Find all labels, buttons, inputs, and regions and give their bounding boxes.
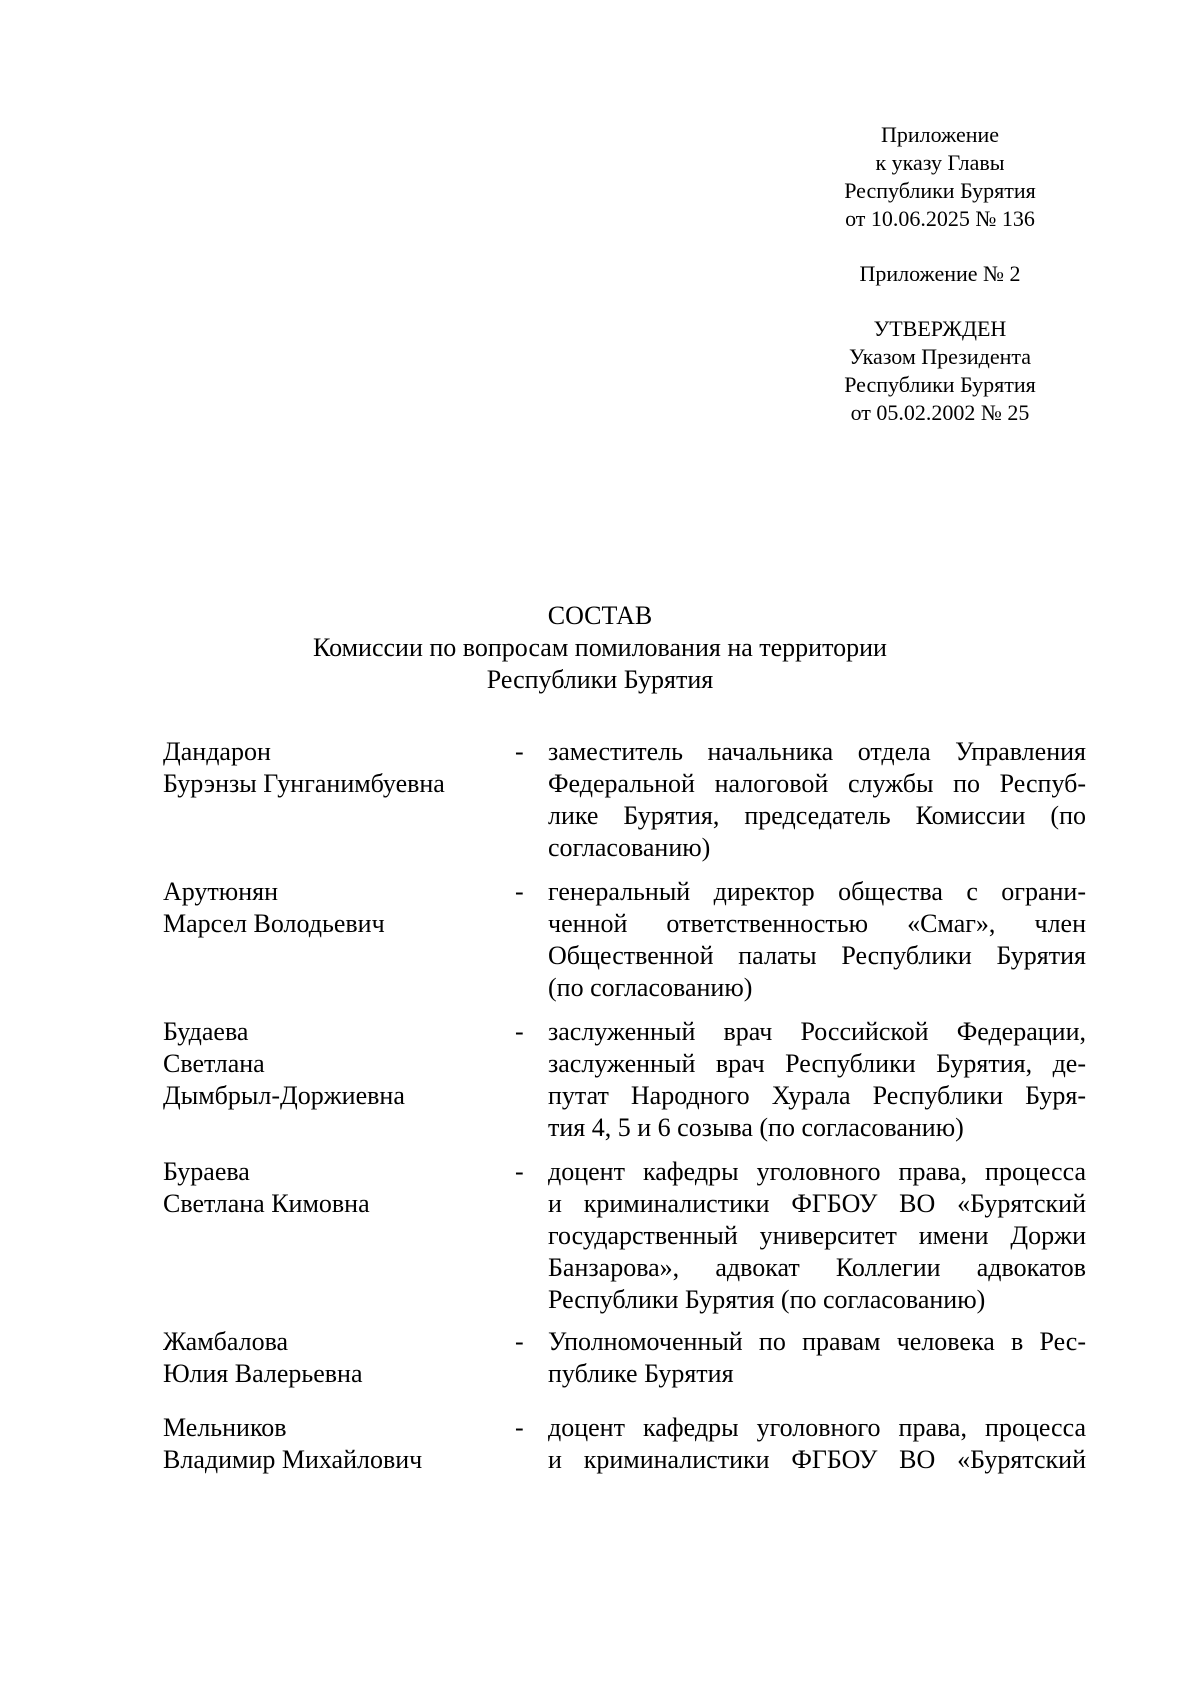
member-dash: - — [515, 1017, 524, 1046]
member-role — [548, 1412, 1086, 1476]
role-line: Федеральной налоговой службы по Респуб- — [548, 769, 1086, 798]
approval-line: Указом Президента — [848, 344, 1032, 369]
appendix-number — [760, 260, 1120, 288]
member-surname: Будаева — [163, 1017, 249, 1046]
role-line: лике Бурятия, председатель Комиссии (по — [548, 801, 1086, 830]
member-dash: - — [515, 737, 524, 766]
member-name — [163, 1156, 503, 1220]
role-line: заместитель начальника отдела Управления — [548, 737, 1086, 766]
member-surname: Бураева — [163, 1157, 250, 1186]
document-title — [0, 600, 1200, 696]
member-dash: - — [515, 1327, 524, 1356]
member-given-names: Юлия Валерьевна — [163, 1359, 363, 1388]
member-name — [163, 736, 503, 800]
title-line: Республики Бурятия — [486, 665, 714, 694]
appendix-line: Приложение — [880, 122, 1000, 147]
appendix-reference — [760, 121, 1120, 233]
role-line: государственный университет имени Доржи — [548, 1221, 1086, 1250]
role-line: Уполномоченный по правам человека в Рес- — [548, 1327, 1086, 1356]
role-line: ченной ответственностью «Смаг», член — [548, 909, 1086, 938]
approval-line: Республики Бурятия — [844, 372, 1036, 397]
appendix-line: от 10.06.2025 № 136 — [845, 206, 1035, 231]
appendix-number-text: Приложение № 2 — [859, 261, 1021, 286]
role-line: путат Народного Хурала Республики Буря- — [548, 1081, 1086, 1110]
approval-line: УТВЕРЖДЕН — [873, 316, 1007, 341]
member-role — [548, 1326, 1086, 1390]
role-line: и криминалистики ФГБОУ ВО «Бурятский — [548, 1445, 1086, 1474]
member-surname: Дандарон — [163, 737, 271, 766]
member-given-names: Владимир Михайлович — [163, 1445, 423, 1474]
member-surname: Арутюнян — [163, 877, 279, 906]
member-name — [163, 1412, 503, 1476]
role-line: публике Бурятия — [548, 1359, 734, 1388]
member-surname: Мельников — [163, 1413, 287, 1442]
approval-line: от 05.02.2002 № 25 — [850, 400, 1030, 425]
appendix-line: к указу Главы — [875, 150, 1005, 175]
title-line: Комиссии по вопросам помилования на территории — [313, 633, 887, 662]
title-line: СОСТАВ — [547, 601, 653, 630]
member-given-names: Светлана — [163, 1049, 265, 1078]
role-line: Республики Бурятия (по согласованию) — [548, 1285, 986, 1314]
member-given-names: Бурэнзы Гунганимбуевна — [163, 769, 445, 798]
role-line: заслуженный врач Российской Федерации, — [548, 1017, 1086, 1046]
member-name — [163, 1016, 503, 1112]
appendix-line: Республики Бурятия — [844, 178, 1036, 203]
member-dash: - — [515, 1413, 524, 1442]
role-line: тия 4, 5 и 6 созыва (по согласованию) — [548, 1113, 964, 1142]
role-line: согласованию) — [548, 833, 711, 862]
role-line: и криминалистики ФГБОУ ВО «Бурятский — [548, 1189, 1086, 1218]
member-role — [548, 736, 1086, 864]
member-name — [163, 876, 503, 940]
member-dash: - — [515, 877, 524, 906]
member-surname: Жамбалова — [163, 1327, 289, 1356]
member-patronymic: Дымбрыл-Доржиевна — [163, 1081, 405, 1110]
role-line: (по согласованию) — [548, 973, 753, 1002]
role-line: генеральный директор общества с ограни- — [548, 877, 1086, 906]
member-role — [548, 876, 1086, 1004]
member-dash: - — [515, 1157, 524, 1186]
role-line: Общественной палаты Республики Бурятия — [548, 941, 1086, 970]
member-name — [163, 1326, 503, 1390]
approval-stamp — [760, 315, 1120, 427]
member-role — [548, 1156, 1086, 1316]
role-line: заслуженный врач Республики Бурятия, де- — [548, 1049, 1086, 1078]
member-given-names: Светлана Кимовна — [163, 1189, 370, 1218]
role-line: доцент кафедры уголовного права, процесса — [548, 1157, 1086, 1186]
member-given-names: Марсел Володьевич — [163, 909, 385, 938]
member-role — [548, 1016, 1086, 1144]
role-line: доцент кафедры уголовного права, процесса — [548, 1413, 1086, 1442]
role-line: Банзарова», адвокат Коллегии адвокатов — [548, 1253, 1086, 1282]
